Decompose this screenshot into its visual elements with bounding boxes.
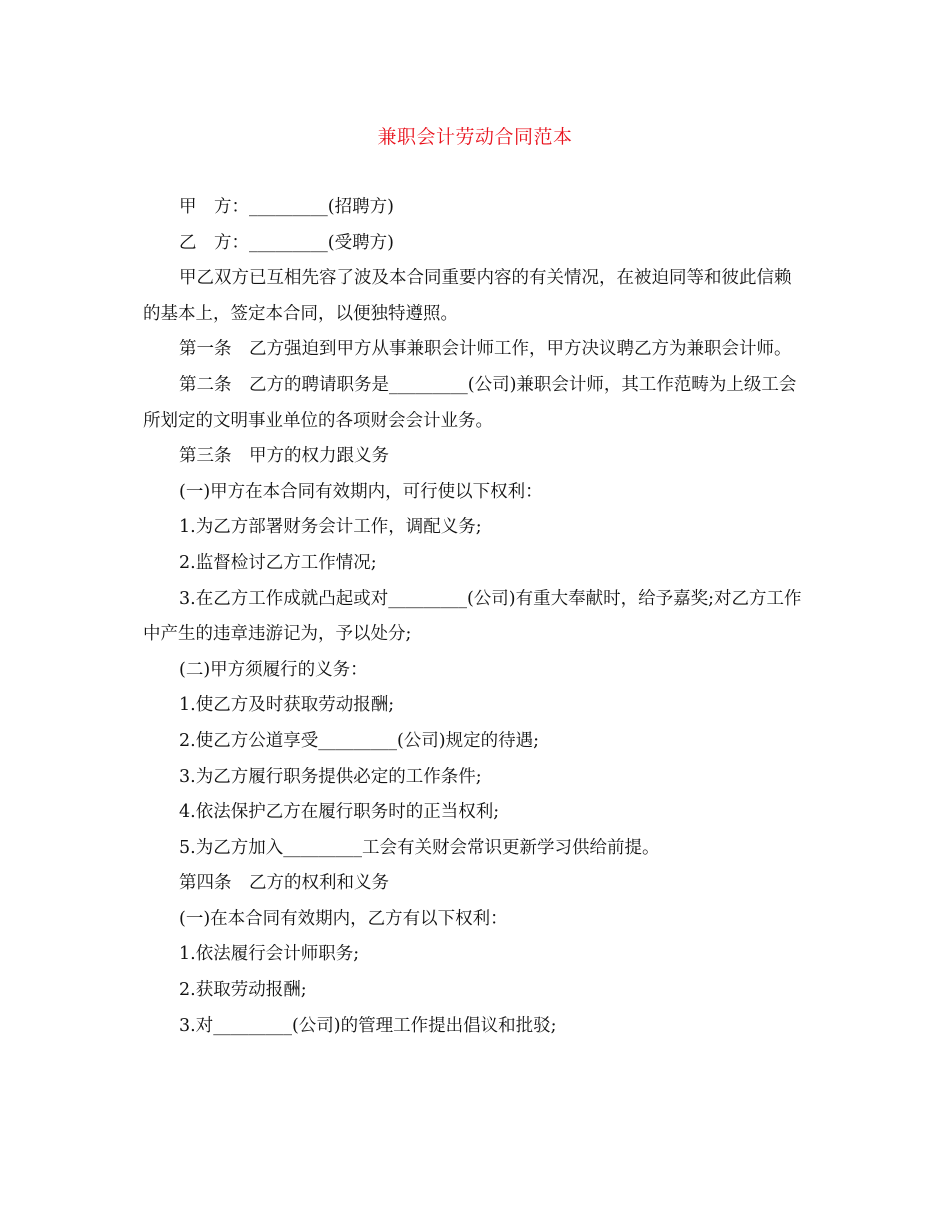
party-b-rights-heading: (一)在本合同有效期内，乙方有以下权利： [179, 908, 508, 929]
article-3-heading: 第三条 甲方的权力跟义务 [179, 446, 389, 467]
list-item: 2.监督检讨乙方工作情况; [179, 552, 377, 573]
list-item: 2.获取劳动报酬; [179, 980, 307, 1001]
list-item: 1.使乙方及时获取劳动报酬; [179, 695, 395, 716]
party-b-line: 乙 方：_________(受聘方) [179, 232, 394, 253]
party-a-rights-heading: (一)甲方在本合同有效期内，可行使以下权利： [179, 481, 543, 502]
list-item: 2.使乙方公道享受_________(公司)规定的待遇; [179, 730, 539, 751]
article-4-heading: 第四条 乙方的权利和义务 [179, 873, 389, 894]
list-item: 1.依法履行会计师职务; [179, 944, 360, 965]
party-a-duties-heading: (二)甲方须履行的义务： [179, 659, 368, 680]
list-item: 3.对_________(公司)的管理工作提出倡议和批驳; [179, 1015, 557, 1036]
party-a-line: 甲 方：_________(招聘方) [179, 197, 394, 217]
list-item: 4.依法保护乙方在履行职务时的正当权利; [179, 802, 500, 823]
article-1-paragraph: 第一条 乙方强迫到甲方从事兼职会计师工作，甲方决议聘乙方为兼职会计师。 [179, 339, 792, 360]
document-title: 兼职会计劳动合同范本 [377, 126, 573, 148]
list-item: 5.为乙方加入_________工会有关财会常识更新学习供给前提。 [179, 837, 660, 858]
article-2-paragraph: 第二条 乙方的聘请职务是_________(公司)兼职会计师，其工作范畴为上级工会所划定的文明事业单位的各项财会会计业务。 [143, 374, 797, 431]
list-item: 3.在乙方工作成就凸起或对_________(公司)有重大奉献时，给予嘉奖;对乙方工作中产生的违章违游记为，予以处分; [143, 588, 802, 645]
document-body [143, 190, 808, 1044]
preamble-paragraph: 甲乙双方已互相先容了波及本合同重要内容的有关情况，在被迫同等和彼此信赖的基本上，签定本合同，以便独特遵照。 [143, 268, 792, 324]
list-item: 1.为乙方部署财务会计工作，调配义务; [179, 517, 482, 538]
list-item: 3.为乙方履行职务提供必定的工作条件; [179, 766, 482, 787]
